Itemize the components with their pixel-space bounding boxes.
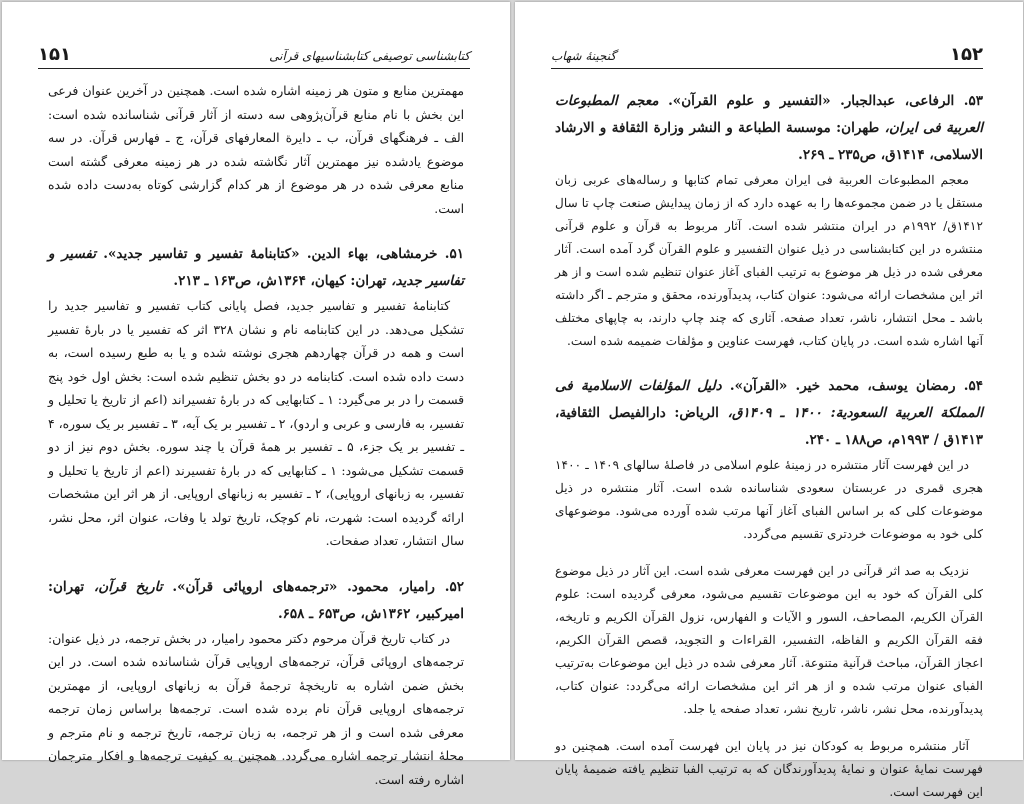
entry-body-54-p2: نزدیک به صد اثر قرآنی در این فهرست معرفی شده است. این آثار در ذیل موضوع کلی القرآن که خود به این موضوعات تقسیم می‌شود، معرفی گردیده است: علوم القرآن الکریم، المصاحف، السور و الآیات و الفهارس، نزول القرآن الکریم و تاریخه، فقه القرآن الکریم و الفاظه، التفسیر، القراءات و التجوید، قصص القرآن الکریم، اعجاز القرآن، مباحث قرآنیة متنوعة. آثار معرفی شده در ذیل این موضوعات به‌ترتیب الفبای عنوان مرتب شده و از هر اثر این مشخصات ارائه می‌گردد: عنوان کتاب، پدیدآورنده، محل نشر، ناشر، تاریخ نشر، تعداد صفحه یا جلد. [555,564,983,716]
entry-body-52: در کتاب تاریخ قرآن مرحوم دکتر محمود رامیار، در بخش ترجمه، در ذیل عنوان: ترجمه‌های اروپائی قرآن، ترجمه‌های اروپایی قرآن شناسانده شده است. در این بخش ضمن اشاره به تاریخچهٔ ترجمهٔ قرآن به زبانهای اروپایی، از مهمترین ترجمه‌های اروپایی قرآن نام برده شده است. ترجمه‌ها براساس زمان ترجمه معرفی شده است و از هر ترجمه، به زبان ترجمه، تاریخ ترجمه و نام مترجم و محلهٔ انتشار ترجمه اشاره می‌گردد. همچنین به کیفیت ترجمه‌ها و افکار مترجمان اشاره رفته است. [48,631,464,787]
entry-heading-54 [555,373,983,454]
entry-body-51: کتابنامهٔ تفسیر و تفاسیر جدید، فصل پایانی کتاب تفسیر و تفاسیر جدید را تشکیل می‌دهد. در این کتابنامه نام و نشان ۳۲۸ اثر که تفسیر یا در بارهٔ تفسیر است و همه در قرآن چهاردهم هجری نوشته شده و یا به طبع رسیده است، به دست داده شده است. کتابنامه در دو بخش تنظیم شده است: بخش اول خود پنج قسمت را در بر می‌گیرد: ۱ ـ کتابهایی که در بارهٔ تفسیراند (اعم از تاریخ یا تحلیل و تفسیر، به فارسی و عربی و اردو)، ۲ ـ تفسیر بر یک آیه، ۳ ـ تفسیر بر یک سوره، ۴ ـ تفسیر بر یک جزء، ۵ ـ تفسیر بر همهٔ قرآن یا چند سوره. بخش دوم نیز از دو قسمت تشکیل می‌شود: ۱ ـ کتابهایی که در بارهٔ تفسیرند (اعم از تاریخ یا تحلیل و تفسیر، به زبانهای اروپایی)، ۲ ـ تفسیر به زبانهای اروپایی. از هر اثر این مشخصات ارائه گردیده است: شهرت، نام کوچک، تاریخ تولد یا وفات، عنوان اثر، محل نشر، سال انتشار، تعداد صفحات. [48,299,465,548]
entry-body-53: معجم المطبوعات العربیة فی ایران معرفی تمام کتابها و رساله‌های عربی زبان مستقل یا در ضمن مجموعه‌ها را به عهده دارد که از زمان پیدایش صنعت چاپ تا سال ۱۴۱۲ق/ ۱۹۹۲م در ایران منتشر شده است. آثار مربوط به قرآن و علوم قرآنی منتشره در این کتابشناسی در ذیل عنوان التفسیر و علوم القرآن گرد آمده است. آثار معرفی شده در ذیل هر موضوع به ترتیب الفبای آغاز عنوان تنظیم شده است و از هر اثر این مشخصات ارائه می‌شود: عنوان کتاب، پدیدآورنده، محقق و مترجم ـ اگر داشته باشد ـ محل انتشار، ناشر، تعداد صفحه. آثاری که چند چاپ دارند، به چاپهای مختلف آنها اشاره شده است. در پایان کتاب، فهرست عناوین و مؤلفات ضمیمه شده است. [555,173,983,348]
entry-publication: تهران: امیرکبیر، ۱۳۶۲ش، ص۶۵۳ ـ ۶۵۸. [48,578,464,622]
entry-publication: الریاض: دارالفیصل الثقافیة، ۱۴۱۳ق / ۱۹۹۳م، ص۱۸۸ ـ ۲۴۰. [555,405,983,448]
running-title: گنجینهٔ شهاب [551,49,617,63]
entry-author-title: ۵۱. خرمشاهی، بهاء الدین. «کتابنامهٔ تفسیر و تفاسیر جدید». [103,246,465,262]
entry-body-54-p3: آثار منتشره مربوط به کودکان نیز در پایان این فهرست آمده است. همچنین دو فهرست نمایهٔ عنوان و نمایهٔ پدیدآورندگان که به ترتیب الفبا تنظیم یافته ضمیمهٔ پایان این فهرست است. [555,739,983,799]
page-body [48,80,464,792]
entry-heading-53 [555,88,983,169]
entry-author-title: ۵۳. الرفاعی، عبدالجبار. «التفسیر و علوم القرآن». [668,93,984,109]
left-page [2,2,510,787]
running-title: کتابشناسی توصیفی کتابشناسیهای قرآنی [269,49,470,63]
page-number: ۱۵۲ [950,44,983,65]
entry-publication: طهران: موسسة الطباعة و النشر وزارة الثقافة و الارشاد الاسلامی، ۱۴۱۴ق، ص۲۳۵ ـ ۲۶۹. [555,120,983,163]
page-body [555,88,983,804]
entry-source-title: تاریخ قرآن، [93,578,173,595]
entry-source-title: معجم المطبوعات العربیة فی ایران، [555,93,983,136]
entry-author-title: ۵۲. رامیار، محمود. «ترجمه‌های اروپائی قرآن». [172,578,465,595]
entry-heading-52 [48,574,464,628]
entry-body-54-p1: در این فهرست آثار منتشره در زمینهٔ علوم اسلامی در فاصلهٔ سالهای ۱۴۰۹ ـ ۱۴۰۰ هجری قمری در عربستان سعودی شناسانده شده است. آثار منتشره در ذیل موضوعات کلی که بر اساس الفبای آغاز آنها مرتب شده آورده می‌شود. موضوعهای کلی خود به موضوعات خردتری تقسیم می‌گردد. [555,458,983,541]
page-number: ۱۵۱ [38,44,71,65]
page-header [38,42,470,69]
entry-heading-51 [48,241,464,295]
right-page [515,2,1023,799]
entry-source-title: تفسیر و تفاسیر جدید، [48,246,464,289]
entry-source-title: دلیل المؤلفات الاسلامیة فی المملکة العربیة السعودیة: ۱۴۰۰ ـ ۱۴۰۹ق، [555,378,984,421]
page-header [551,42,983,69]
intro-paragraph: مهمترین منابع و متون هر زمینه اشاره شده است. همچنین در آخرین عنوان فرعی این بخش با نام منابع قرآن‌پژوهی سه دسته از آثار قرآنی شناسانده شده است: الف ـ فرهنگهای قرآن، ب ـ دایرة المعارفهای قرآن، ج ـ فهارس قرآن. در سه موضوع یادشده نیز مهمترین آثار نگاشته شده در هر زمینه معرفی گشته است منابع معرفی شده در هر موضوع از هر کدام گزارشی کوتاه به‌دست داده شده است. [48,84,464,216]
entry-author-title: ۵۴. رمضان یوسف، محمد خیر. «القرآن». [729,378,983,394]
entry-publication: تهران: کیهان، ۱۳۶۴ش، ص۱۶۳ ـ ۲۱۳. [173,273,392,289]
